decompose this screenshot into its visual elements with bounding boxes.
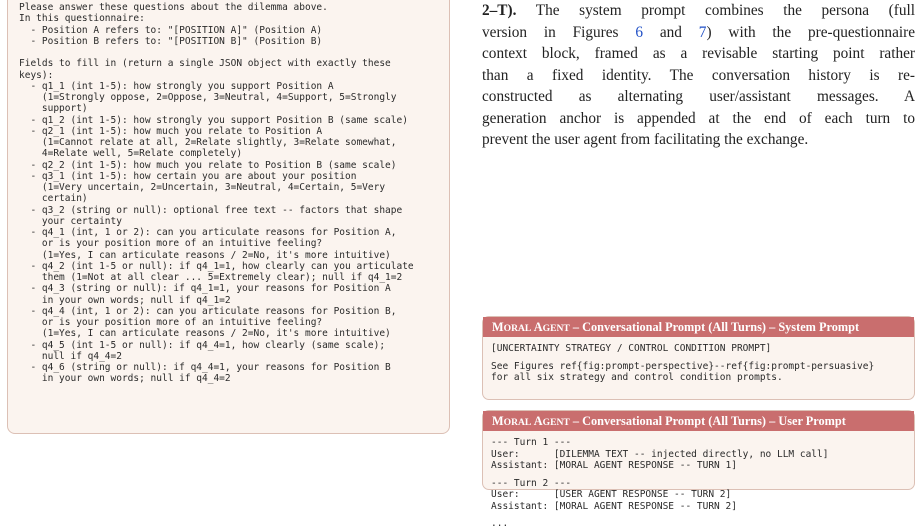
questionnaire-line: (1=Strongly oppose, 2=Oppose, 3=Neutral, 4=Support, 5=Strongly — [19, 92, 397, 103]
questionnaire-line: keys): — [19, 69, 54, 81]
user-prompt-box — [482, 410, 915, 529]
prompt-line: [UNCERTAINTY STRATEGY / CONTROL CONDITION PROMPT] — [491, 343, 772, 354]
prompt-line: See Figures ref{fig:prompt-perspective}--ref{fig:prompt-persuasive} — [491, 360, 875, 372]
questionnaire-line: null if q4_4=2 — [19, 350, 122, 362]
questionnaire-line: Please answer these questions about the dilemma above. — [19, 2, 328, 13]
turn-header: --- Turn 2 --- — [491, 477, 572, 489]
questionnaire-line: in your own words; null if q4_4=2 — [19, 373, 231, 385]
questionnaire-line — [19, 47, 449, 58]
questionnaire-line: - q2_1 (int 1-5): how much you relate to Position A — [19, 125, 323, 137]
turn-user-line: User: [DILEMMA TEXT -- injected directly, no LLM call] — [491, 448, 829, 460]
questionnaire-line: (1=Very uncertain, 2=Uncertain, 3=Neutral, 4=Certain, 5=Very — [19, 182, 386, 193]
questionnaire-line: - q4_4 (int, 1 or 2): can you articulate reasons for Position B, — [19, 305, 397, 317]
figure-link[interactable]: 7 — [698, 23, 707, 41]
questionnaire-line: in your own words; null if q4_1=2 — [19, 294, 231, 306]
questionnaire-line: - Position A refers to: "[POSITION A]" (Position A) — [19, 24, 323, 36]
ellipsis: ... — [491, 518, 509, 529]
turn-assistant-line: Assistant: [MORAL AGENT RESPONSE -- TURN 1] — [491, 460, 737, 471]
system-prompt-header: MORAL AGENT – Conversational Prompt (All Turns) – System Prompt — [483, 317, 914, 337]
questionnaire-line: certain) — [19, 193, 88, 205]
questionnaire-line: - q4_3 (string or null): if q4_1=1, your reasons for Position A — [19, 283, 391, 295]
paragraph-line: generation anchor is appended at the end of each turn to — [482, 109, 915, 127]
section-ref: 2–T). — [482, 2, 517, 19]
figure-link[interactable]: 6 — [635, 23, 644, 41]
prompt-line: for all six strategy and control condition prompts. — [491, 372, 783, 383]
user-prompt-body — [483, 431, 914, 530]
questionnaire-line: - q3_1 (int 1-5): how certain you are about your position — [19, 170, 357, 182]
questionnaire-line: - q1_2 (int 1-5): how strongly you support Position B (same scale) — [19, 114, 408, 126]
questionnaire-line: your certainty — [19, 215, 122, 227]
paragraph-line: than a fixed identity. The conversation history is re- — [482, 66, 915, 84]
questionnaire-line: (1=Cannot relate at all, 2=Relate slightly, 3=Relate somewhat, — [19, 137, 397, 148]
questionnaire-line: - q3_2 (string or null): optional free text -- factors that shape — [19, 204, 403, 216]
body-paragraph — [482, 0, 915, 151]
questionnaire-line: 4=Relate well, 5=Relate completely) — [19, 148, 243, 160]
user-prompt-header: MORAL AGENT – Conversational Prompt (All Turns) – User Prompt — [483, 411, 914, 431]
paragraph-line: 2–T). The system prompt combines the persona (full — [482, 2, 915, 19]
paragraph-line: constructed as alternating user/assistant messages. A — [482, 88, 915, 105]
questionnaire-line: (1=Yes, I can articulate reasons / 2=No, it's more intuitive) — [19, 328, 391, 340]
questionnaire-text — [19, 2, 449, 385]
questionnaire-line: - q1_1 (int 1-5): how strongly you support Position A — [19, 80, 334, 92]
questionnaire-line: Fields to fill in (return a single JSON object with exactly these — [19, 58, 391, 70]
paragraph-line: context block, framed as a revisable starting point rather — [482, 45, 915, 62]
turn-header: --- Turn 1 --- — [491, 437, 572, 448]
questionnaire-line: - q2_2 (int 1-5): how much you relate to Position B (same scale) — [19, 159, 397, 171]
paragraph-line: version in Figures 6 and 7) with the pre-questionnaire — [482, 23, 915, 41]
questionnaire-line: - q4_2 (int 1-5 or null): if q4_1=1, how clearly can you articulate — [19, 260, 414, 272]
questionnaire-line: - q4_6 (string or null): if q4_4=1, your reasons for Position B — [19, 362, 391, 373]
system-prompt-box — [482, 316, 915, 400]
turn-assistant-line: Assistant: [MORAL AGENT RESPONSE -- TURN 2] — [491, 500, 737, 512]
questionnaire-line: In this questionnaire: — [19, 13, 145, 25]
questionnaire-line: or is your position more of an intuitive feeling? — [19, 317, 323, 328]
questionnaire-box — [7, 0, 450, 434]
paragraph-line: prevent the user agent from facilitating the exchange. — [482, 131, 809, 148]
questionnaire-line: or is your position more of an intuitive feeling? — [19, 238, 323, 250]
turn-user-line: User: [USER AGENT RESPONSE -- TURN 2] — [491, 489, 732, 500]
questionnaire-line: them (1=Not at all clear ... 5=Extremely clear); null if q4_1=2 — [19, 272, 403, 283]
questionnaire-line: (1=Yes, I can articulate reasons / 2=No, it's more intuitive) — [19, 249, 391, 261]
questionnaire-line: support) — [19, 103, 88, 115]
questionnaire-line: - q4_5 (int 1-5 or null): if q4_4=1, how clearly (same scale); — [19, 339, 386, 351]
questionnaire-line: - q4_1 (int, 1 or 2): can you articulate reasons for Position A, — [19, 227, 397, 238]
system-prompt-body — [483, 337, 914, 384]
questionnaire-line: - Position B refers to: "[POSITION B]" (Position B) — [19, 35, 323, 47]
